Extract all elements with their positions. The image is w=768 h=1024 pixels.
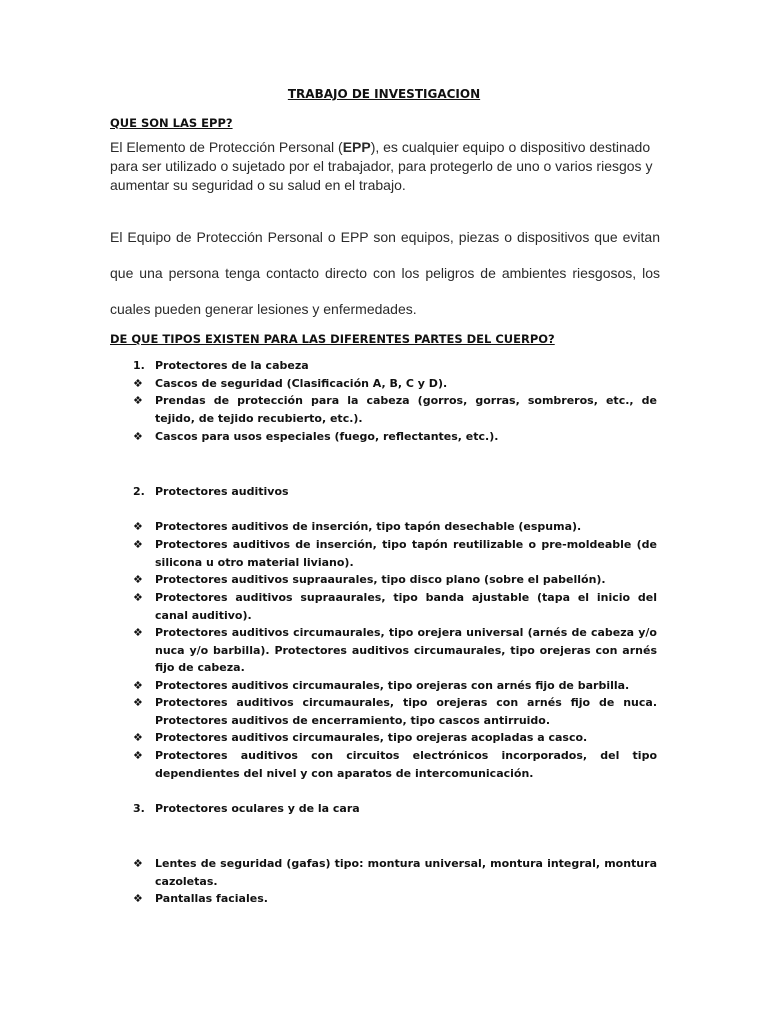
- list-item: [133, 677, 657, 695]
- diamond-bullet-icon: ❖: [133, 430, 143, 443]
- list-item-text: Protectores auditivos circumaurales, tipo orejera universal (arnés de cabeza y/o nuca y/o barbilla). Protectores auditivos circumaurales, tipo orejeras con arnés fijo de cabeza.: [155, 626, 657, 674]
- diamond-bullet-icon: ❖: [133, 394, 143, 407]
- group-title: [133, 357, 657, 375]
- diamond-bullet-icon: ❖: [133, 696, 143, 709]
- list-item: [133, 428, 657, 446]
- list-item-text: Protectores auditivos supraaurales, tipo banda ajustable (tapa el inicio del canal auditivo).: [155, 591, 657, 622]
- list-item: [133, 375, 657, 393]
- list-item-text: Protectores auditivos con circuitos electrónicos incorporados, del tipo dependientes del nivel y con aparatos de intercomunicación.: [155, 749, 657, 780]
- description-paragraph: [110, 219, 660, 327]
- group-number: 2.: [133, 485, 145, 498]
- diamond-bullet-icon: ❖: [133, 538, 143, 551]
- description-line: cuales pueden generar lesiones y enfermedades.: [110, 301, 417, 317]
- list-item-text: Protectores auditivos de inserción, tipo tapón reutilizable o pre-moldeable (de silicona u otro material liviano).: [155, 538, 657, 569]
- group-title-text: Protectores de la cabeza: [155, 359, 309, 372]
- description-line: El Equipo de Protección Personal o EPP son equipos, piezas o dispositivos que evitan: [110, 229, 660, 245]
- diamond-bullet-icon: ❖: [133, 749, 143, 762]
- group-title-text: Protectores auditivos: [155, 485, 289, 498]
- section-heading-types: DE QUE TIPOS EXISTEN PARA LAS DIFERENTES PARTES DEL CUERPO?: [110, 332, 555, 346]
- list-item: [133, 729, 657, 747]
- list-item: [133, 571, 657, 589]
- group-title: [133, 800, 657, 818]
- list-item: [133, 518, 657, 536]
- diamond-bullet-icon: ❖: [133, 520, 143, 533]
- definition-text-bold: EPP: [342, 139, 371, 155]
- list-item-text: Protectores auditivos de inserción, tipo tapón desechable (espuma).: [155, 520, 582, 533]
- definition-text-start: El Elemento de Protección Personal (: [110, 139, 343, 155]
- list-item: [133, 589, 657, 624]
- document-title: TRABAJO DE INVESTIGACION: [287, 87, 481, 101]
- list-item-text: Protectores auditivos circumaurales, tipo orejeras con arnés fijo de barbilla.: [155, 679, 630, 692]
- group-title-text: Protectores oculares y de la cara: [155, 802, 360, 815]
- group-number: 3.: [133, 802, 145, 815]
- diamond-bullet-icon: ❖: [133, 679, 143, 692]
- diamond-bullet-icon: ❖: [133, 857, 143, 870]
- list-item-text: Pantallas faciales.: [155, 892, 268, 905]
- list-item: [133, 890, 657, 908]
- list-item-text: Protectores auditivos circumaurales, tipo orejeras acopladas a casco.: [155, 731, 588, 744]
- list-item: [133, 536, 657, 571]
- list-item: [133, 392, 657, 427]
- diamond-bullet-icon: ❖: [133, 626, 143, 639]
- list-item-text: Cascos para usos especiales (fuego, reflectantes, etc.).: [155, 430, 499, 443]
- diamond-bullet-icon: ❖: [133, 892, 143, 905]
- list-item: [133, 694, 657, 729]
- list-item: [133, 855, 657, 890]
- group-number: 1.: [133, 359, 145, 372]
- description-line: que una persona tenga contacto directo con los peligros de ambientes riesgosos, los: [110, 265, 660, 281]
- diamond-bullet-icon: ❖: [133, 573, 143, 586]
- definition-text-end: ), es cualquier equipo o dispositivo destinado para ser utilizado o sujetado por el trabajador, para protegerlo de uno o varios riesgos y aumentar su seguridad o su salud en el trabajo.: [110, 139, 653, 193]
- list-item-text: Prendas de protección para la cabeza (gorros, gorras, sombreros, etc., de tejido, de tejido recubierto, etc.).: [155, 394, 657, 425]
- list-item-text: Cascos de seguridad (Clasificación A, B, C y D).: [155, 377, 448, 390]
- list-item: [133, 624, 657, 677]
- list-item-text: Lentes de seguridad (gafas) tipo: montura universal, montura integral, montura cazoletas.: [155, 857, 657, 888]
- diamond-bullet-icon: ❖: [133, 731, 143, 744]
- group-title: [133, 483, 657, 501]
- list-item-text: Protectores auditivos supraaurales, tipo disco plano (sobre el pabellón).: [155, 573, 606, 586]
- diamond-bullet-icon: ❖: [133, 377, 143, 390]
- list-item: [133, 747, 657, 782]
- diamond-bullet-icon: ❖: [133, 591, 143, 604]
- section-heading-what-are-epp: QUE SON LAS EPP?: [110, 116, 233, 130]
- definition-paragraph: [110, 138, 660, 195]
- list-item-text: Protectores auditivos circumaurales, tipo orejeras con arnés fijo de nuca. Protectores auditivos de encerramiento, tipo cascos antirruido.: [155, 696, 657, 727]
